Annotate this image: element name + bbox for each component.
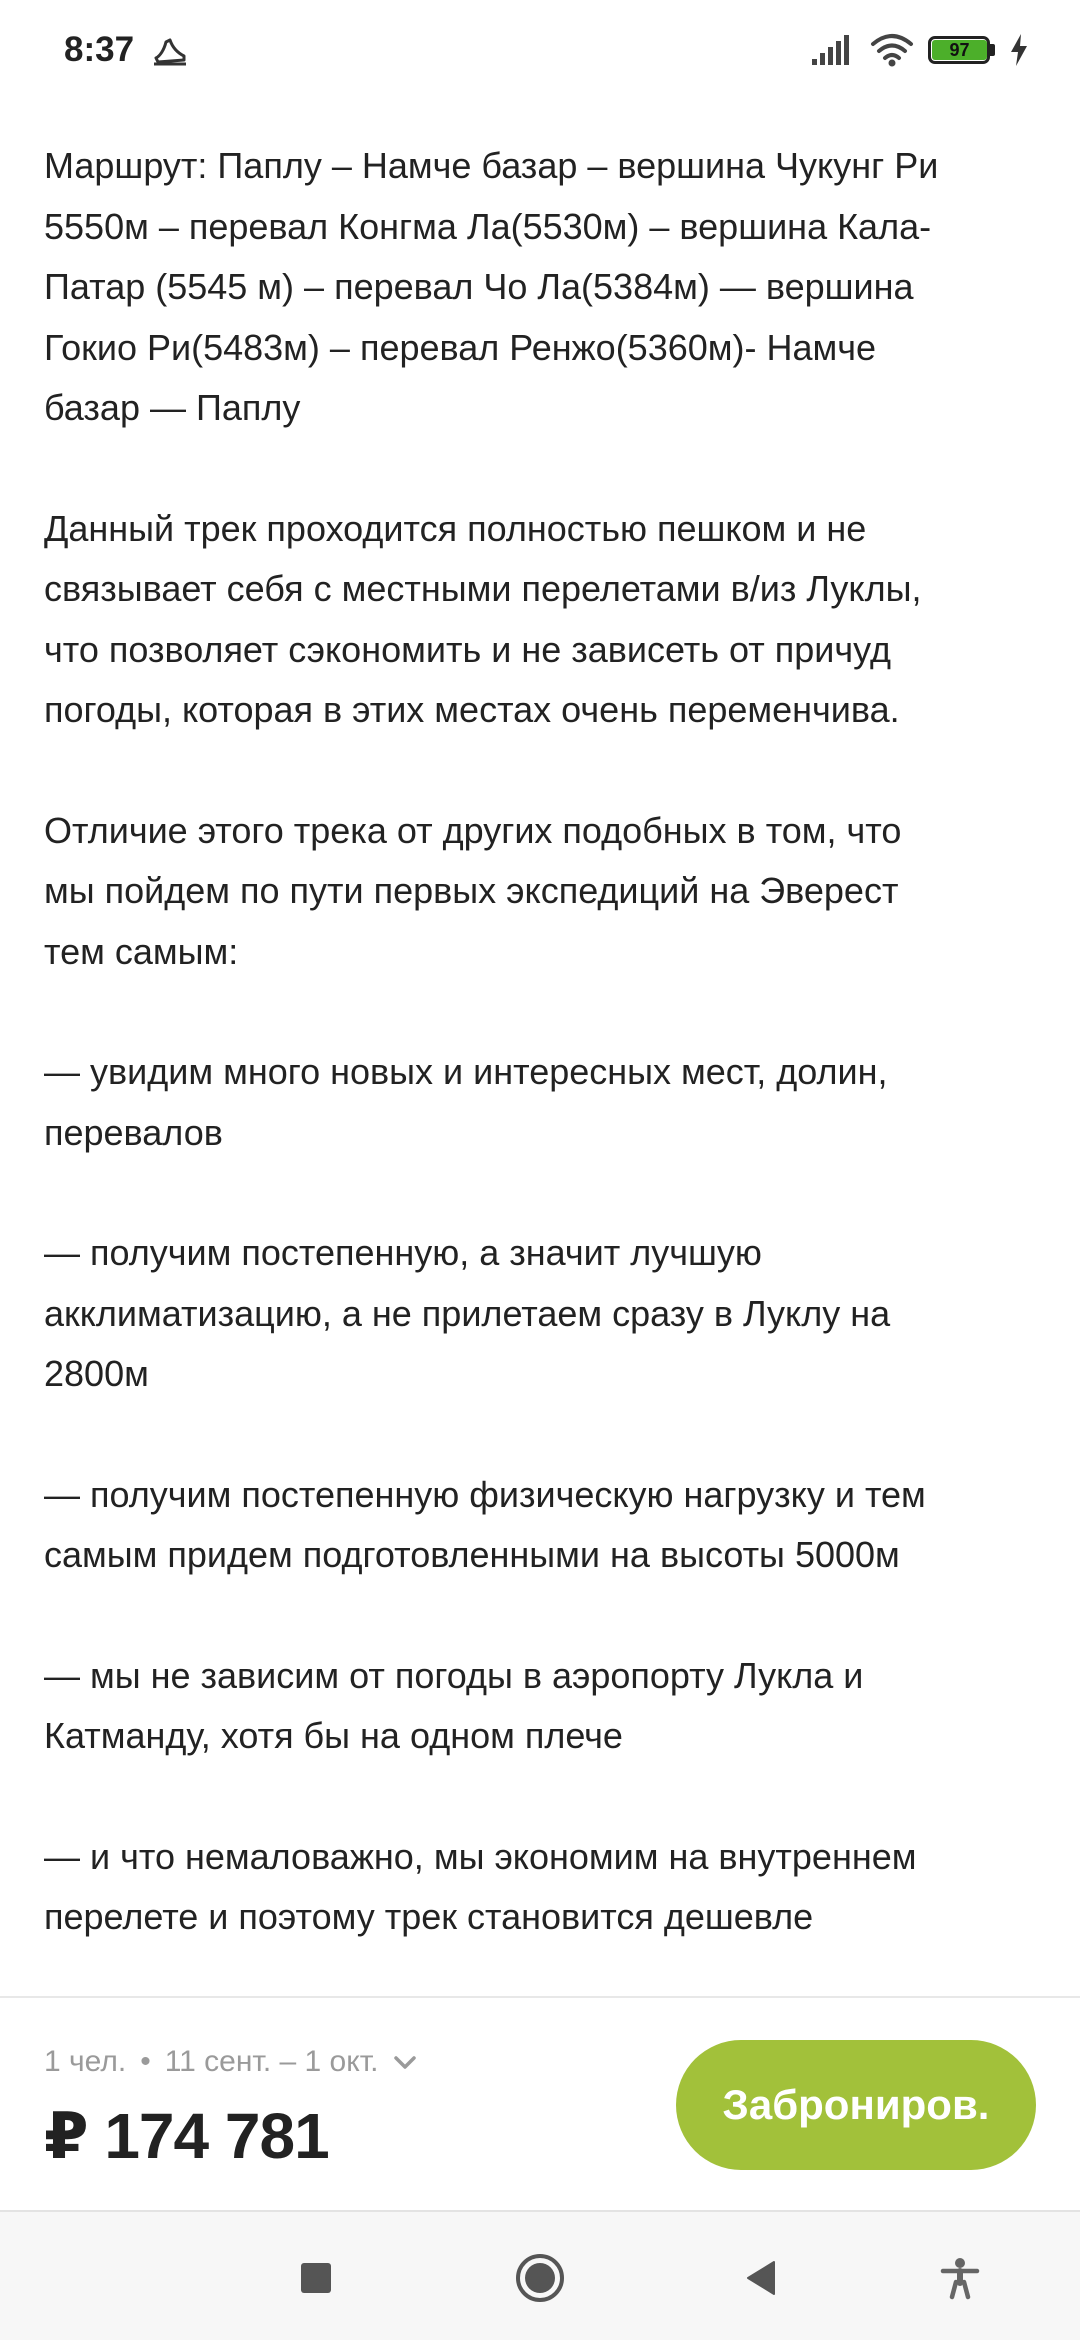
back-button[interactable] bbox=[732, 2248, 792, 2308]
benefit-item: — получим постепенную, а значит лучшую акклиматизацию, а не прилетаем сразу в Луклу на 2800м bbox=[44, 1232, 891, 1394]
tour-description bbox=[44, 136, 1044, 2008]
booking-bar bbox=[0, 1996, 1080, 2210]
guests-count: 1 чел. bbox=[44, 2045, 127, 2078]
home-icon bbox=[514, 2252, 566, 2304]
status-time: 8:37 bbox=[64, 30, 135, 69]
book-button[interactable]: Заброниров. bbox=[676, 2040, 1036, 2170]
recents-button[interactable] bbox=[286, 2248, 346, 2308]
system-nav-bar bbox=[0, 2210, 1080, 2340]
benefit-item: — получим постепенную физическую нагрузку и тем самым придем подготовленными на высоты 5000м bbox=[44, 1473, 926, 1575]
wifi-icon bbox=[870, 32, 914, 68]
description-paragraph: Данный трек проходится полностью пешком и не связывает себя с местными перелетами в/из Луклы, что позволяет сэкономить и не зависеть от причуд погоды, которая в этих местах очень переменчива. bbox=[44, 507, 922, 730]
shoe-icon bbox=[150, 30, 190, 70]
chevron-down-icon bbox=[390, 2047, 420, 2077]
benefit-item: — и что немаловажно, мы экономим на внутреннем перелете и поэтому трек становится дешевле bbox=[44, 1835, 917, 1937]
accessibility-icon bbox=[938, 2256, 982, 2300]
difference-paragraph: Отличие этого трека от других подобных в том, что мы пойдем по пути первых экспедиций на Эверест тем самым: bbox=[44, 809, 902, 972]
benefit-item: — мы не зависим от погоды в аэропорту Лукла и Катманду, хотя бы на одном плече bbox=[44, 1654, 864, 1756]
battery-level: 97 bbox=[949, 40, 970, 60]
back-icon bbox=[742, 2258, 782, 2298]
accessibility-button[interactable] bbox=[930, 2248, 990, 2308]
recents-icon bbox=[299, 2261, 333, 2295]
route-paragraph: Маршрут: Паплу – Намче базар – вершина Чукунг Ри 5550м – перевал Конгма Ла(5530м) – вершина Кала- Патар (5545 м) – перевал Чо Ла(5384м) — вершина Гокио Ри(5483м) – перевал Ренжо(5360м)- Намче базар — Паплу bbox=[44, 145, 939, 428]
travel-dates: 11 сент. – 1 окт. bbox=[164, 2045, 379, 2078]
separator-dot: • bbox=[140, 2045, 151, 2078]
home-button[interactable] bbox=[510, 2248, 570, 2308]
benefit-item: — увидим много новых и интересных мест, долин, перевалов bbox=[44, 1051, 888, 1153]
charging-bolt-icon bbox=[1008, 33, 1030, 67]
battery-icon bbox=[928, 34, 1000, 66]
tour-price: ₽ 174 781 bbox=[44, 2100, 329, 2172]
signal-icon bbox=[810, 33, 856, 67]
booking-options-selector[interactable] bbox=[44, 2042, 420, 2082]
status-bar bbox=[0, 0, 1080, 100]
